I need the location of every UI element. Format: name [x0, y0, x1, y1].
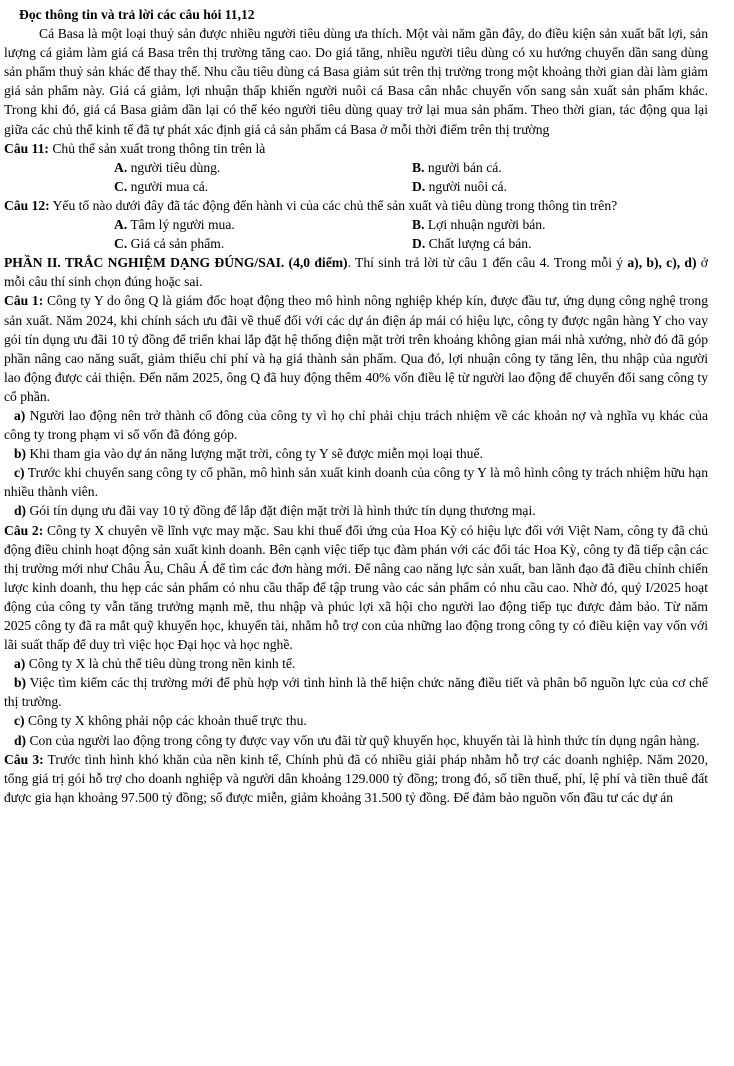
option-text: người nuôi cá. — [425, 178, 507, 194]
item-text: Công ty X là chủ thể tiêu dùng trong nền kinh tế. — [25, 656, 296, 672]
section-heading: Đọc thông tin và trả lời các câu hỏi 11,12 — [19, 7, 255, 22]
part-2-keys: a), b), c), d) — [627, 255, 697, 271]
part-2-header — [4, 253, 708, 291]
cau-2-item-a — [4, 654, 708, 673]
cau-2-label: Câu 2: — [4, 522, 44, 538]
option-key: D. — [412, 236, 426, 252]
part-2-title: PHẦN II. TRẮC NGHIỆM DẠNG ĐÚNG/SAI. (4,0 điểm) — [4, 255, 348, 271]
item-key: c) — [14, 713, 25, 729]
cau-3-label: Câu 3: — [4, 751, 44, 767]
item-text: Công ty X không phải nộp các khoản thuế trực thu. — [24, 713, 307, 729]
option-c — [114, 234, 412, 253]
item-key: b) — [14, 446, 27, 462]
option-d — [412, 234, 712, 253]
option-b — [412, 215, 712, 234]
option-key: D. — [412, 178, 426, 194]
option-key: B. — [412, 217, 425, 233]
option-c — [114, 177, 412, 196]
cau-1-label: Câu 1: — [4, 293, 44, 309]
cau-2-item-c — [4, 711, 708, 730]
option-key: B. — [412, 159, 425, 175]
item-key: c) — [14, 465, 25, 481]
option-text: Chất lượng cá bán. — [425, 236, 532, 252]
option-d — [412, 177, 712, 196]
option-a — [114, 158, 412, 177]
option-text: người tiêu dùng. — [127, 159, 221, 175]
question-11-label: Câu 11: — [4, 140, 49, 156]
item-key: d) — [14, 732, 27, 748]
item-text: Người lao động nên trở thành cổ đông của công ty vì họ chỉ phải chịu trách nhiệm về các khoản nợ và nghĩa vụ khác của công ty trong phạm vi số vốn đã đóng góp. — [4, 407, 708, 443]
option-a — [114, 215, 412, 234]
item-text: Gói tín dụng ưu đãi vay 10 tỷ đồng để lắp đặt điện mặt trời là hình thức tín dụng thương mại. — [26, 503, 536, 519]
option-text: người bán cá. — [424, 159, 502, 175]
question-12 — [4, 196, 708, 215]
item-key: d) — [14, 503, 27, 519]
document-page — [4, 5, 708, 807]
question-11 — [4, 139, 708, 158]
cau-1-item-b — [4, 444, 708, 463]
item-key: a) — [14, 656, 26, 672]
option-key: A. — [114, 217, 128, 233]
item-key: a) — [14, 407, 26, 423]
item-text: Khi tham gia vào dự án năng lượng mặt trời, công ty Y sẽ được miễn mọi loại thuế. — [26, 446, 483, 462]
part-2-instructions: . Thí sinh trả lời từ câu 1 đến câu 4. Trong mỗi ý — [347, 255, 628, 271]
question-11-text: Chủ thể sản xuất trong thông tin trên là — [48, 140, 266, 156]
cau-3 — [4, 750, 708, 807]
option-b — [412, 158, 712, 177]
part-2-instructions-end: ở mỗi câu thí sinh chọn đúng hoặc sai. — [4, 255, 708, 290]
item-key: b) — [14, 675, 27, 691]
cau-1-item-d — [4, 501, 708, 520]
item-text: Con của người lao động trong công ty được vay vốn ưu đãi từ quỹ khuyến học, khuyến tài là hình thức tín dụng ngân hàng. — [26, 732, 700, 748]
option-text: Lợi nhuận người bán. — [424, 217, 546, 233]
item-text: Việc tìm kiếm các thị trường mới để phù hợp với tình hình là thể hiện chức năng điều tiết và phân bổ nguồn lực của cơ chế thị trường. — [4, 675, 708, 710]
cau-2 — [4, 521, 708, 655]
question-11-options — [114, 158, 708, 196]
cau-2-item-d — [4, 731, 708, 750]
cau-1-item-a — [4, 406, 708, 444]
option-key: A. — [114, 159, 128, 175]
option-text: Tâm lý người mua. — [127, 217, 235, 233]
option-text: người mua cá. — [127, 178, 209, 194]
question-12-text: Yếu tố nào dưới đây đã tác động đến hành vi của các chủ thể sản xuất và tiêu dùng trong thông tin trên? — [49, 197, 618, 213]
cau-1-text: Công ty Y do ông Q là giám đốc hoạt động theo mô hình nông nghiệp khép kín, được đầu tư, ứng dụng công nghệ trong sản xuất. Năm 2024, khi chính sách ưu đãi về thuế đối với các dự án điện áp mái có hiệu lực, công ty được ngân hàng Y cho vay gói tín dụng ưu đãi 10 tỷ đồng để triển khai lắp đặt hệ thống điện mặt trời trên khoảng không gian mái nhà xưởng, nhờ đó đã góp phần nâng cao năng suất, giảm thiểu chi phí và hạ giá thành sản phẩm. Qua đó, lợi nhuận công ty tăng lên, thu nhập của người lao động được cải thiện. Đến năm 2025, ông Q đã huy động thêm 40% vốn điều lệ từ người lao động để chuyển đổi sang công ty cổ phần. — [4, 293, 708, 404]
option-text: Giá cả sản phẩm. — [127, 236, 225, 252]
passage-paragraph: Cá Basa là một loại thuỷ sản được nhiều người tiêu dùng ưa thích. Một vài năm gần đây, do điều kiện sản xuất bất lợi, sản lượng cá giảm làm giá cá Basa trên thị trường tăng cao. Do giá tăng, nhiều người tiêu dùng có xu hướng chuyển dần sang dùng sản phẩm thuỷ sản khác để thay thế. Nhu cầu tiêu dùng cá Basa giảm sút trên thị trường trong một khoảng thời gian dài làm giảm giá sản phẩm này. Giá cá giảm, lợi nhuận thấp khiến người nuôi cá Basa cân nhắc chuyển vốn sang sản xuất sản phẩm khác. Trong khi đó, giá cá Basa giảm dần lại có thể kéo người tiêu dùng quay trở lại mua sản phẩm. Theo thời gian, tác động qua lại giữa các chủ thể kinh tế đã tự phát xác định giá cả sản phẩm cá Basa ở mỗi thời điểm trên thị trường — [4, 26, 708, 137]
cau-2-text: Công ty X chuyên về lĩnh vực may mặc. Sau khi thuế đối ứng của Hoa Kỳ có hiệu lực đối với Việt Nam, công ty đã chủ động điều chỉnh hoạt động sản xuất kinh doanh. Bên cạnh việc tiếp tục đàm phán với các đối tác Hoa Kỳ, công ty đã tiếp cận các thị trường mới như Châu Âu, Châu Á để tìm các đơn hàng mới. Để nâng cao năng lực sản xuất, ban lãnh đạo đã điều chỉnh chiến lược kinh doanh, thu hẹp các sản phẩm có nhu cầu thấp để tập trung vào các sản phẩm có nhu cầu cao. Nhờ đó, quý I/2025 hoạt động của công ty vẫn tăng trưởng mạnh mẽ, thu nhập và phúc lợi xã hội cho người lao động tiếp tục được đảm bảo. Từ năm 2025 công ty đã ra mắt quỹ khuyến học, khuyến tài, nhằm hỗ trợ con của những lao động trong công ty có điều kiện vay vốn với lãi suất thấp để duy trì việc học Đại học và học nghề. — [4, 522, 708, 653]
question-12-options — [114, 215, 708, 253]
option-key: C. — [114, 236, 128, 252]
cau-3-text: Trước tình hình khó khăn của nền kinh tế, Chính phủ đã có nhiều giải pháp nhằm hỗ trợ các doanh nghiệp. Năm 2020, tổng giá trị gói hỗ trợ cho doanh nghiệp và người dân khoảng 129.000 tỷ đồng; trong đó, số tiền thuế, phí, lệ phí và tiền thuê đất được gia hạn khoảng 97.500 tỷ đồng; số được miễn, giảm khoảng 31.500 tỷ đồng. Để đảm bảo nguồn vốn đầu tư các dự án — [4, 751, 708, 805]
item-text: Trước khi chuyển sang công ty cổ phần, mô hình sản xuất kinh doanh của công ty Y là mô hình công ty trách nhiệm hữu hạn nhiều thành viên. — [4, 465, 708, 500]
cau-2-item-b — [4, 673, 708, 711]
option-key: C. — [114, 178, 128, 194]
cau-1 — [4, 291, 708, 406]
cau-1-item-c — [4, 463, 708, 501]
question-12-label: Câu 12: — [4, 197, 50, 213]
